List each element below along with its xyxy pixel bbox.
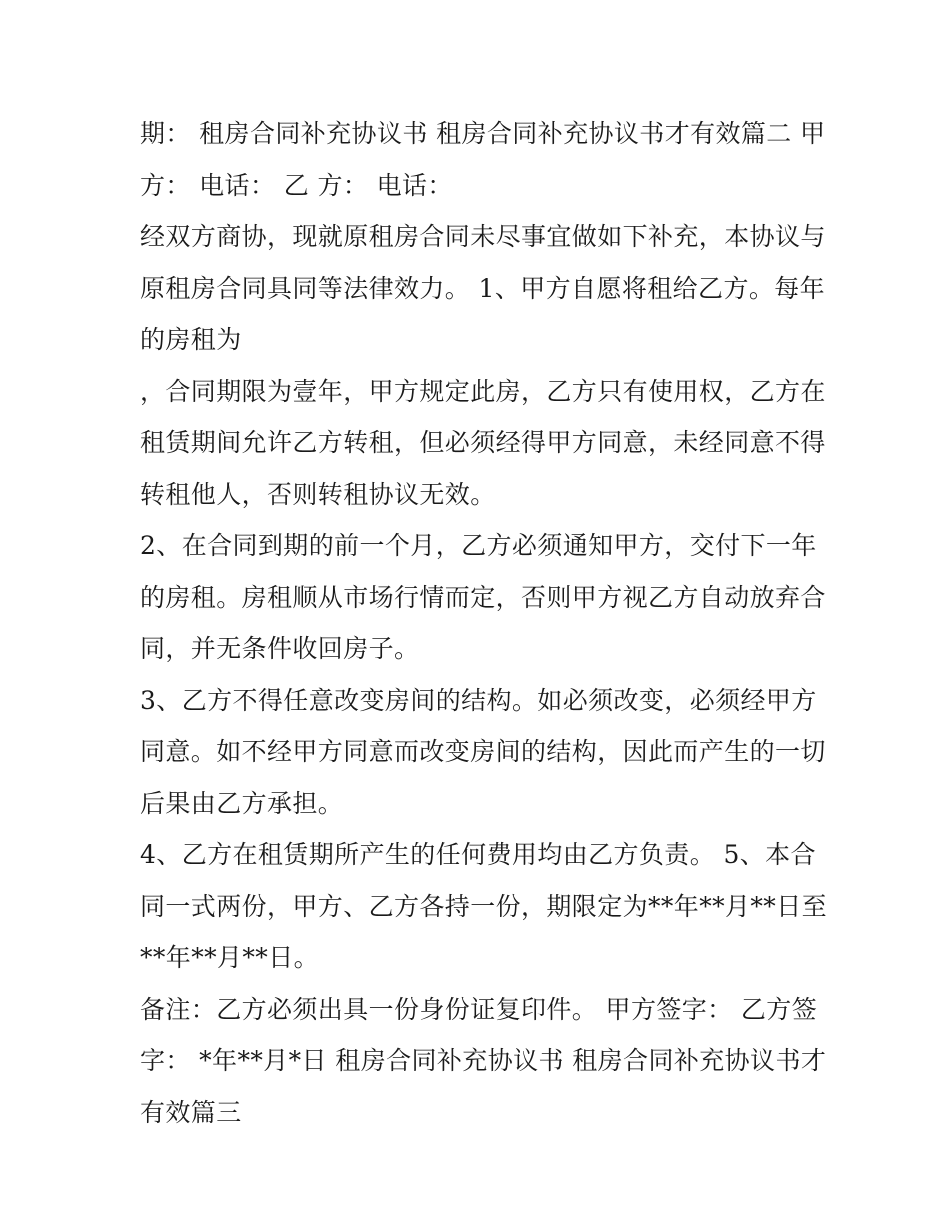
text-line: 同一式两份，甲方、乙方各持一份，期限定为**年**月**日至 — [140, 891, 828, 921]
text-line: 租赁期间允许乙方转租，但必须经得甲方同意，未经同意不得 — [140, 428, 826, 457]
paragraph-clause-4-5 — [140, 829, 828, 984]
paragraph-clause-2 — [140, 520, 826, 675]
text-line: 原租房合同具同等法律效力。 1、甲方自愿将租给乙方。每年 — [140, 273, 826, 303]
text-line: 2、在合同到期的前一个月，乙方必须通知甲方，交付下一年 — [140, 531, 817, 560]
document-page — [140, 108, 828, 1138]
text-line: 有效篇三 — [140, 1097, 242, 1127]
paragraph-clause-3 — [140, 675, 826, 830]
paragraph-intro — [140, 211, 826, 366]
text-line: 4、乙方在租赁期所产生的任何费用均由乙方负责。 5、本合 — [140, 840, 816, 869]
text-line: 期： 租房合同补充协议书 租房合同补充协议书才有效篇二 甲 — [140, 119, 826, 148]
text-line: 备注：乙方必须出具一份身份证复印件。 甲方签字： 乙方签 — [140, 994, 818, 1024]
paragraph-header — [140, 108, 826, 211]
text-line: 的房租。房租顺从市场行情而定，否则甲方视乙方自动放弃合 — [140, 582, 826, 612]
text-line: 经双方商协，现就原租房合同未尽事宜做如下补充，本协议与 — [140, 222, 826, 251]
text-line: 方： 电话： 乙 方： 电话： — [140, 170, 453, 200]
text-line: 后果由乙方承担。 — [140, 788, 344, 818]
text-line: 3、乙方不得任意改变房间的结构。如必须改变，必须经甲方 — [140, 685, 817, 715]
text-line: 同，并无条件收回房子。 — [140, 634, 420, 663]
text-line: **年**月**日。 — [140, 943, 320, 972]
text-line: 同意。如不经甲方同意而改变房间的结构，因此而产生的一切 — [140, 737, 826, 766]
paragraph-term — [140, 366, 826, 521]
paragraph-remarks — [140, 984, 827, 1139]
text-line: 转租他人，否则转租协议无效。 — [140, 479, 496, 509]
text-line: 字： *年**月*日 租房合同补充协议书 租房合同补充协议书才 — [140, 1046, 827, 1075]
text-line: 的房租为 — [140, 325, 242, 354]
text-line: ，合同期限为壹年，甲方规定此房，乙方只有使用权，乙方在 — [140, 376, 826, 406]
